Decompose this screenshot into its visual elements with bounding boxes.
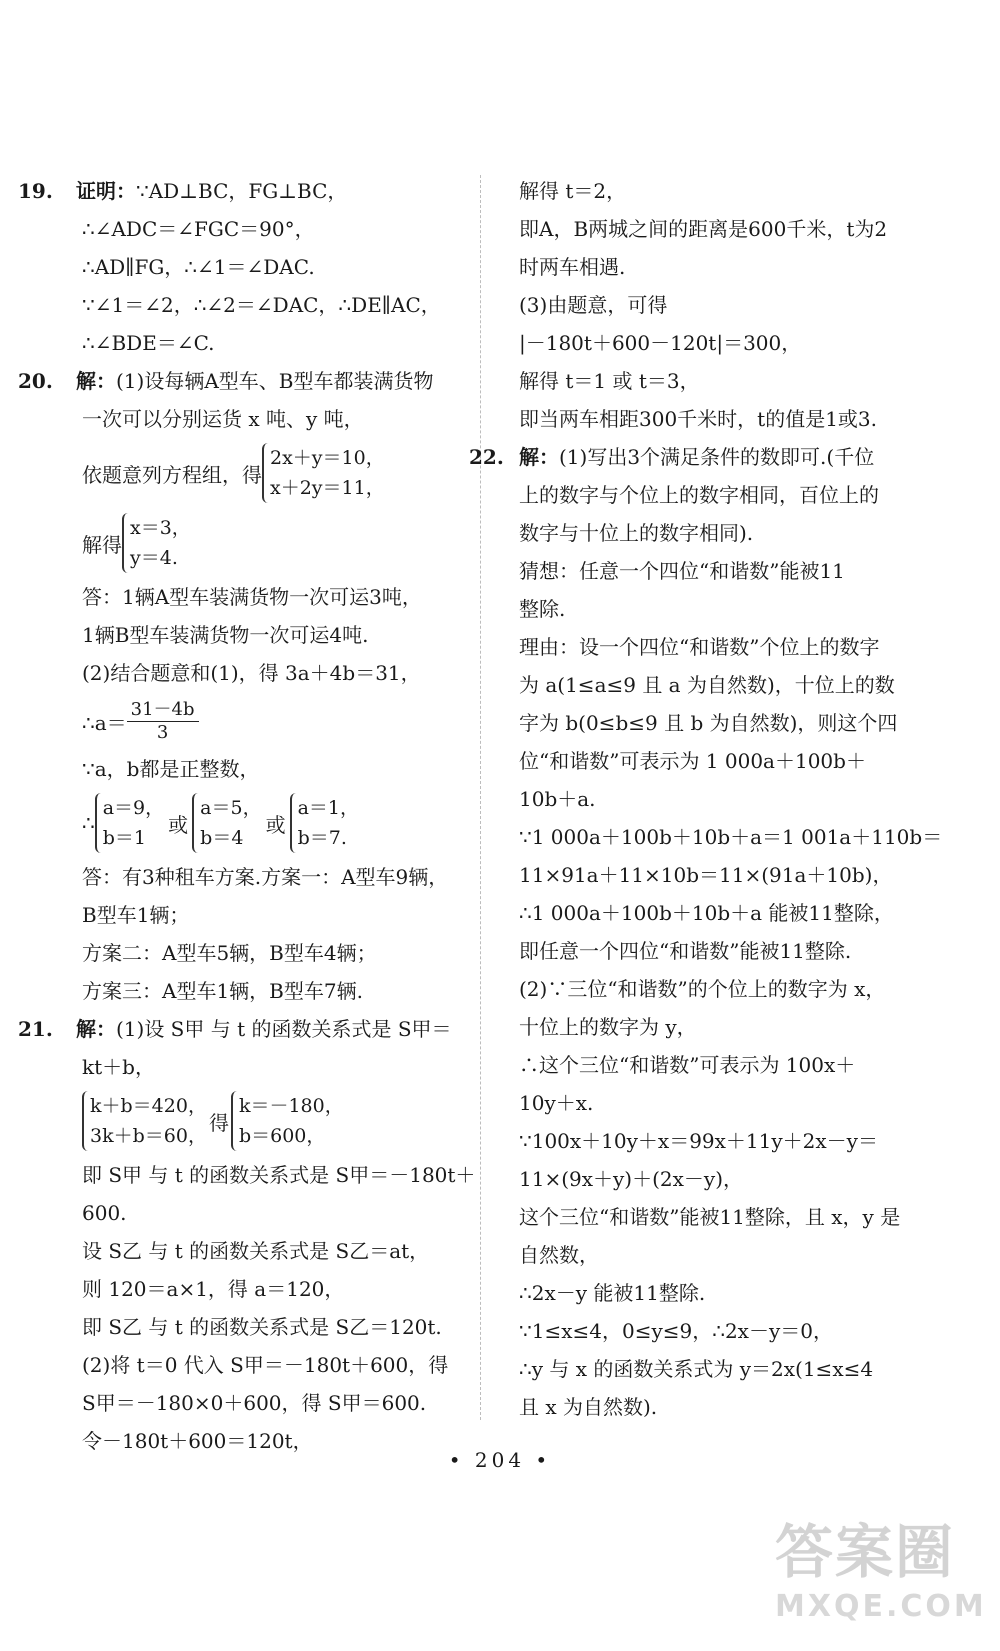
q19-number: 19. <box>18 179 53 203</box>
system-brace <box>192 793 261 853</box>
q19-line: ∴∠ADC＝∠FGC＝90°， <box>82 217 315 241</box>
cases-prefix: ∴ <box>82 811 95 835</box>
equation: 3k＋b＝60， <box>90 1125 207 1147</box>
q21-continued-line: 解得 t＝1 或 t＝3， <box>519 369 700 393</box>
q20-equation-system <box>18 438 476 508</box>
q22-line: 即任意一个四位“和谐数”能被11整除. <box>519 939 852 963</box>
q21-continued-line: 时两车相遇. <box>519 255 626 279</box>
q22-head: 解： <box>519 445 559 469</box>
q22-number: 22. <box>469 445 504 469</box>
q22-line: 自然数， <box>519 1243 599 1267</box>
q21-first-line <box>18 1010 476 1048</box>
or-word: 或 <box>265 812 286 837</box>
q19-line: ∵AD⊥BC，FG⊥BC， <box>136 179 348 203</box>
q21-text: 令－180t＋600＝120t， <box>82 1429 313 1453</box>
q22-line: 数字与十位上的数字相同). <box>519 521 754 545</box>
q21-number: 21. <box>18 1017 53 1041</box>
fraction-prefix: ∴a＝ <box>82 710 127 735</box>
q21-text: 即 S甲 与 t 的函数关系式是 S甲＝－180t＋ <box>82 1163 476 1187</box>
page-number: • 204 • <box>448 1448 552 1472</box>
q21-head: 解： <box>76 1017 116 1041</box>
q20-text: 方案三：A型车1辆，B型车7辆. <box>82 979 363 1003</box>
q21-text: kt＋b， <box>82 1055 155 1079</box>
q20-system-prefix: 依题意列方程组，得 <box>82 462 262 487</box>
q22-line: 11×91a＋11×10b＝11×(91a＋10b)， <box>519 863 893 887</box>
fraction <box>127 699 199 744</box>
q22-line: 为 a(1≤a≤9 且 a 为自然数)，十位上的数 <box>519 673 895 697</box>
q20-head: 解： <box>76 369 116 393</box>
q20-text: (1)设每辆A型车、B型车都装满货物 <box>116 369 434 393</box>
watermark-logo <box>775 1505 990 1645</box>
q20-text: 答：1辆A型车装满货物一次可运3吨， <box>82 585 422 609</box>
q19-line: ∴∠BDE＝∠C. <box>82 331 215 355</box>
q20-text: ∵a，b都是正整数， <box>82 757 260 781</box>
q22-line: 10y＋x. <box>519 1091 594 1115</box>
system-brace <box>82 1091 207 1151</box>
q22-line: ∴y 与 x 的函数关系式为 y＝2x(1≤x≤4 <box>519 1357 874 1381</box>
equation: k＋b＝420， <box>90 1095 207 1117</box>
q19-first-line <box>18 172 476 210</box>
fraction-numerator: 31－4b <box>127 699 199 722</box>
equation: a＝5， <box>200 797 262 819</box>
equation: y＝4. <box>130 547 178 569</box>
q20-text: 答：有3种租车方案.方案一：A型车9辆， <box>82 865 449 889</box>
system-brace <box>122 513 191 573</box>
equation: b＝600， <box>238 1125 326 1147</box>
q20-text: (2)结合题意和(1)，得 3a＋4b＝31， <box>82 661 421 685</box>
q21-text: 即 S乙 与 t 的函数关系式是 S乙＝120t. <box>82 1315 442 1339</box>
q22-line: ∵1 000a＋100b＋10b＋a＝1 001a＋110b＝ <box>519 825 943 849</box>
equation: b＝1 <box>102 827 146 849</box>
q20-text: 1辆B型车装满货物一次可运4吨. <box>82 623 369 647</box>
q19-line: ∵∠1＝∠2，∴∠2＝∠DAC，∴DE∥AC， <box>82 293 441 317</box>
q21-text: 则 120＝a×1，得 a＝120， <box>82 1277 345 1301</box>
q20-text: B型车1辆； <box>82 903 190 927</box>
equation: a＝1， <box>297 797 359 819</box>
q22-line: 11×(9x＋y)＋(2x－y)， <box>519 1167 744 1191</box>
column-divider <box>480 175 481 1420</box>
q22-line: 十位上的数字为 y， <box>519 1015 697 1039</box>
system-brace <box>95 793 164 853</box>
q22-line: 字为 b(0≤b≤9 且 b 为自然数)，则这个四 <box>519 711 898 735</box>
q22-line: 且 x 为自然数). <box>519 1395 658 1419</box>
equation: b＝4 <box>200 827 244 849</box>
equation: x＝3， <box>130 517 191 539</box>
q19-line: ∴AD∥FG，∴∠1＝∠DAC. <box>82 255 315 279</box>
q21-continued-line: 解得 t＝2， <box>519 179 627 203</box>
q21-continued-line: 即当两车相距300千米时，t的值是1或3. <box>519 407 878 431</box>
q22-line: 位“和谐数”可表示为 1 000a＋100b＋ <box>519 749 866 773</box>
equation: k＝－180， <box>238 1095 344 1117</box>
q20-first-line <box>18 362 476 400</box>
q21-equation-system <box>18 1086 476 1156</box>
q20-cases <box>18 788 476 858</box>
equation: a＝9， <box>102 797 165 819</box>
q20-text: 一次可以分别运货 x 吨、y 吨， <box>82 407 364 431</box>
q22-line: ∴2x－y 能被11整除. <box>519 1281 706 1305</box>
q22-line: ∵1≤x≤4，0≤y≤9，∴2x－y＝0， <box>519 1319 833 1343</box>
equation: x＋2y＝11， <box>270 477 385 499</box>
q20-fraction-line <box>18 692 476 750</box>
q22-line: ∴1 000a＋100b＋10b＋a 能被11整除， <box>519 901 894 925</box>
equation: 2x＋y＝10， <box>270 447 385 469</box>
q22-line: ∴这个三位“和谐数”可表示为 100x＋ <box>519 1053 856 1077</box>
system-brace <box>262 443 385 503</box>
q20-number: 20. <box>18 369 53 393</box>
q21-continued-line: |－180t＋600－120t|＝300， <box>519 331 802 355</box>
q22-first-line <box>469 438 977 476</box>
equation: b＝7. <box>297 827 347 849</box>
q21-text: S甲＝－180×0＋600，得 S甲＝600. <box>82 1391 427 1415</box>
q22-line: 理由：设一个四位“和谐数”个位上的数字 <box>519 635 880 659</box>
fraction-denominator: 3 <box>156 721 169 743</box>
q22-line: (2)∵三位“和谐数”的个位上的数字为 x， <box>519 977 886 1001</box>
q22-line: 10b＋a. <box>519 787 596 811</box>
q20-solution-system <box>18 508 476 578</box>
q22-line: 整除. <box>519 597 566 621</box>
system-brace <box>290 793 359 853</box>
q21-text: (1)设 S甲 与 t 的函数关系式是 S甲＝ <box>116 1017 452 1041</box>
q21-continued-line: (3)由题意，可得 <box>519 293 668 317</box>
q21-text: 600. <box>82 1201 127 1225</box>
or-word: 或 <box>168 812 189 837</box>
watermark-text: 答案圈 <box>775 1518 956 1586</box>
q21-text: 设 S乙 与 t 的函数关系式是 S乙＝at， <box>82 1239 430 1263</box>
left-column <box>18 172 476 1460</box>
q22-line: ∵100x＋10y＋x＝99x＋11y＋2x－y＝ <box>519 1129 878 1153</box>
q22-line: 这个三位“和谐数”能被11整除，且 x，y 是 <box>519 1205 901 1229</box>
q20-solution-prefix: 解得 <box>82 532 122 557</box>
q22-text: (1)写出3个满足条件的数即可.(千位 <box>559 445 875 469</box>
q20-text: 方案二：A型车5辆，B型车4辆； <box>82 941 377 965</box>
watermark-url: MXQE.COM <box>775 1589 987 1624</box>
system-brace <box>231 1091 344 1151</box>
q19-head: 证明： <box>76 179 136 203</box>
q21-mid-word: 得 <box>208 1110 229 1135</box>
q22-line: 猜想：任意一个四位“和谐数”能被11 <box>519 559 845 583</box>
q22-line: 上的数字与个位上的数字相同，百位上的 <box>519 483 879 507</box>
q21-text: (2)将 t＝0 代入 S甲＝－180t＋600，得 <box>82 1353 449 1377</box>
q21-continued-line: 即A，B两城之间的距离是600千米，t为2 <box>519 217 888 241</box>
right-column <box>469 172 977 1426</box>
